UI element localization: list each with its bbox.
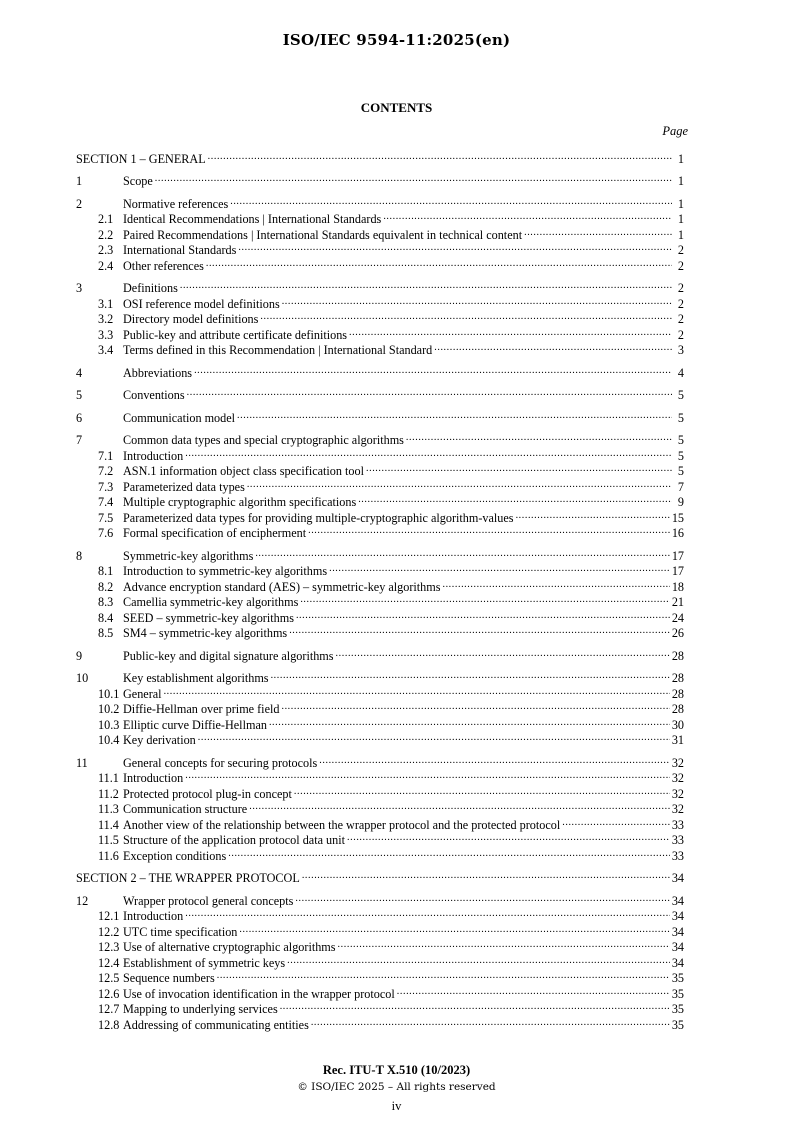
toc-entry-number: 1 bbox=[76, 174, 83, 188]
toc-entry-page: 18 bbox=[671, 579, 684, 594]
toc-entry-number: 12.8 bbox=[98, 1017, 120, 1032]
toc-entry-title: Sequence numbers bbox=[123, 971, 215, 985]
toc-entry-number: 8.5 bbox=[98, 626, 114, 640]
toc-entry-number: 10.1 bbox=[98, 686, 120, 701]
toc-dot-leader bbox=[281, 698, 669, 714]
toc-entry-number: 11.4 bbox=[98, 817, 119, 832]
toc-dot-leader bbox=[329, 560, 670, 576]
toc-entry-page: 9 bbox=[677, 495, 684, 509]
toc-entry-page: 2 bbox=[677, 258, 684, 273]
toc-entry-page: 34 bbox=[671, 955, 684, 970]
toc-dot-leader bbox=[282, 292, 672, 308]
toc-entry-title: Symmetric-key algorithms bbox=[123, 548, 254, 563]
toc-entry-title: General bbox=[123, 686, 162, 701]
toc-entry-page: 24 bbox=[671, 610, 684, 625]
toc-entry-page: 35 bbox=[671, 971, 684, 985]
toc-entry-title: Common data types and special cryptographic algorithms bbox=[123, 433, 404, 447]
toc-entry-title: Exception conditions bbox=[123, 848, 227, 863]
toc-entry-page: 2 bbox=[677, 296, 684, 311]
toc-entry-title: SECTION 2 – THE WRAPPER PROTOCOL bbox=[76, 871, 300, 885]
toc-entry-title: Definitions bbox=[123, 281, 178, 295]
toc-entry-page: 32 bbox=[671, 786, 684, 801]
toc-entry-title: Establishment of symmetric keys bbox=[123, 955, 286, 970]
toc-entry-number: 5 bbox=[76, 388, 83, 402]
toc-dot-leader bbox=[185, 767, 670, 783]
toc-dot-leader bbox=[302, 867, 670, 883]
toc-entry-number: 7.5 bbox=[98, 510, 114, 525]
toc-entry-page: 35 bbox=[671, 1017, 684, 1032]
toc-entry-title: Terms defined in this Recommendation | International Standard bbox=[123, 343, 433, 357]
toc-dot-leader bbox=[347, 829, 670, 845]
toc-entry-title: Scope bbox=[123, 174, 153, 188]
toc-entry-number: 6 bbox=[76, 410, 83, 425]
toc-entry-number: 12 bbox=[76, 893, 89, 908]
contents-title: CONTENTS bbox=[360, 100, 433, 115]
toc-entry-title: Diffie-Hellman over prime field bbox=[123, 702, 280, 716]
toc-entry-title: Elliptic curve Diffie-Hellman bbox=[123, 717, 267, 732]
toc-entry-page: 1 bbox=[677, 227, 684, 242]
toc-dot-leader bbox=[287, 951, 670, 967]
toc-entry-title: Another view of the relationship between the wrapper protocol and the protected protocol bbox=[123, 817, 561, 832]
toc-entry-number: 11.3 bbox=[98, 802, 119, 816]
toc-entry-page: 32 bbox=[671, 771, 684, 785]
toc-dot-leader bbox=[217, 967, 670, 983]
toc-entry-page: 1 bbox=[677, 196, 684, 211]
toc-entry-page: 1 bbox=[677, 174, 684, 188]
toc-entry-number: 8.1 bbox=[98, 564, 114, 578]
toc-dot-leader bbox=[289, 622, 670, 638]
toc-entry-page: 26 bbox=[671, 626, 684, 640]
toc-entry-number: 7 bbox=[76, 433, 83, 447]
toc-entry-page: 1 bbox=[677, 151, 684, 166]
toc-entry-number: 12.5 bbox=[98, 971, 120, 985]
toc-entry-page: 5 bbox=[677, 388, 684, 402]
footer-recommendation: Rec. ITU-T X.510 (10/2023) bbox=[322, 1063, 471, 1077]
toc-entry[interactable] bbox=[76, 406, 684, 425]
toc-entry-number: 11.2 bbox=[98, 786, 119, 801]
footer-copyright: © ISO/IEC 2025 – All rights reserved bbox=[297, 1081, 496, 1093]
toc-entry-number: 10 bbox=[76, 671, 89, 685]
toc-entry[interactable] bbox=[76, 170, 684, 186]
toc-entry-number: 7.6 bbox=[98, 526, 114, 540]
toc-entry-title: ASN.1 information object class specification tool bbox=[123, 464, 364, 478]
toc-entry-title: Paired Recommendations | International Standards equivalent in technical content bbox=[123, 227, 523, 242]
toc-entry-number: 2.4 bbox=[98, 258, 114, 273]
toc-entry-number: 7.1 bbox=[98, 448, 114, 463]
toc-entry-page: 33 bbox=[671, 848, 684, 863]
toc-entry-title: Multiple cryptographic algorithm specifications bbox=[123, 495, 357, 509]
toc-entry[interactable] bbox=[76, 544, 684, 563]
toc-dot-leader bbox=[198, 729, 670, 745]
toc-entry-page: 2 bbox=[677, 312, 684, 326]
toc-entry-title: Directory model definitions bbox=[123, 312, 259, 326]
toc-entry-number: 2.2 bbox=[98, 227, 114, 242]
toc-entry-page: 34 bbox=[671, 924, 684, 939]
toc-entry-number: 11.1 bbox=[98, 771, 119, 785]
toc-entry-number: 11 bbox=[76, 755, 88, 770]
toc-entry-title: Introduction bbox=[123, 909, 184, 923]
toc-dot-leader bbox=[336, 644, 670, 660]
toc-entry-number: 3.2 bbox=[98, 312, 114, 326]
toc-entry[interactable] bbox=[76, 361, 684, 380]
toc-entry-title: Communication structure bbox=[123, 802, 248, 816]
toc-dot-leader bbox=[280, 998, 670, 1014]
toc-entry-number: 7.3 bbox=[98, 479, 114, 494]
toc-entry-number: 3.3 bbox=[98, 327, 114, 342]
toc-entry-page: 32 bbox=[671, 755, 684, 770]
toc-entry-title: SECTION 1 – GENERAL bbox=[76, 151, 206, 166]
toc-dot-leader bbox=[239, 920, 669, 936]
toc-entry-page: 2 bbox=[677, 281, 684, 295]
toc-entry-page: 17 bbox=[671, 564, 684, 578]
toc-entry-title: Public-key and attribute certificate definitions bbox=[123, 327, 348, 342]
toc-entry-number: 2.3 bbox=[98, 243, 114, 257]
toc-entry-page: 2 bbox=[677, 327, 684, 342]
toc-dot-leader bbox=[319, 751, 670, 767]
toc-entry-title: General concepts for securing protocols bbox=[123, 755, 318, 770]
toc-entry-number: 12.3 bbox=[98, 940, 120, 954]
toc-entry-title: Use of alternative cryptographic algorithms bbox=[123, 940, 336, 954]
toc-dot-leader bbox=[442, 575, 669, 591]
toc-dot-leader bbox=[249, 798, 670, 814]
toc-entry-page: 32 bbox=[671, 802, 684, 816]
toc-entry-page: 33 bbox=[671, 817, 684, 832]
toc-entry-title: Other references bbox=[123, 258, 204, 273]
toc-entry[interactable] bbox=[76, 644, 684, 663]
toc-dot-leader bbox=[260, 308, 672, 324]
toc-entry[interactable] bbox=[76, 667, 684, 683]
toc-entry-page: 17 bbox=[671, 548, 684, 563]
toc-entry-title: Parameterized data types bbox=[123, 479, 245, 494]
toc-entry[interactable] bbox=[76, 277, 684, 293]
toc-entry-number: 7.4 bbox=[98, 495, 114, 509]
toc-entry-title: Public-key and digital signature algorithms bbox=[123, 648, 334, 663]
toc-dot-leader bbox=[338, 936, 670, 952]
toc-entry-title: Introduction bbox=[123, 771, 184, 785]
toc-entry-number: 8.3 bbox=[98, 595, 114, 609]
toc-entry-number: 3.1 bbox=[98, 296, 114, 311]
toc-entry-number: 10.2 bbox=[98, 702, 120, 716]
toc-entry-title: SM4 – symmetric-key algorithms bbox=[123, 626, 288, 640]
toc-dot-leader bbox=[194, 361, 672, 377]
toc-entry[interactable] bbox=[76, 867, 684, 883]
toc-entry-page: 4 bbox=[677, 365, 684, 380]
toc-entry-page: 30 bbox=[671, 717, 684, 732]
toc-entry-page: 7 bbox=[677, 479, 684, 494]
toc-entry[interactable] bbox=[76, 698, 684, 714]
toc-dot-leader bbox=[164, 682, 670, 698]
toc-entry-page: 28 bbox=[671, 686, 684, 701]
toc-entry[interactable] bbox=[76, 889, 684, 908]
toc-dot-leader bbox=[271, 667, 670, 683]
toc-entry-number: 11.6 bbox=[98, 848, 119, 863]
toc-dot-leader bbox=[434, 339, 672, 355]
toc-dot-leader bbox=[562, 813, 670, 829]
toc-entry-number: 7.2 bbox=[98, 464, 114, 478]
toc-entry-page: 33 bbox=[671, 833, 684, 847]
toc-entry-number: 10.4 bbox=[98, 733, 120, 747]
toc-entry-number: 12.1 bbox=[98, 909, 120, 923]
toc-entry-page: 1 bbox=[677, 212, 684, 226]
toc-entry-page: 5 bbox=[677, 448, 684, 463]
toc-entry-title: Formal specification of encipherment bbox=[123, 526, 307, 540]
toc-entry-page: 28 bbox=[671, 671, 684, 685]
toc-dot-leader bbox=[180, 277, 672, 293]
toc-entry-title: Mapping to underlying services bbox=[123, 1002, 278, 1016]
toc-entry-title: Use of invocation identification in the wrapper protocol bbox=[123, 986, 395, 1001]
toc-entry-page: 3 bbox=[677, 343, 684, 357]
toc-dot-leader bbox=[206, 254, 672, 270]
toc-dot-leader bbox=[237, 406, 672, 422]
toc-entry-number: 8.2 bbox=[98, 579, 114, 594]
toc-entry-number: 11.5 bbox=[98, 833, 119, 847]
toc-entry-title: International Standards bbox=[123, 243, 237, 257]
toc-entry-number: 2 bbox=[76, 196, 83, 211]
toc-entry-page: 34 bbox=[671, 940, 684, 954]
toc-entry-number: 12.4 bbox=[98, 955, 120, 970]
toc-entry-page: 5 bbox=[677, 464, 684, 478]
toc-entry-number: 3 bbox=[76, 281, 83, 295]
toc-entry-page: 35 bbox=[671, 1002, 684, 1016]
toc-entry-title: Key derivation bbox=[123, 733, 196, 747]
toc-entry-number: 12.2 bbox=[98, 924, 120, 939]
toc-entry-number: 4 bbox=[76, 365, 83, 380]
toc-dot-leader bbox=[295, 889, 669, 905]
toc-entry[interactable] bbox=[76, 751, 684, 770]
toc-entry-page: 34 bbox=[671, 909, 684, 923]
toc-dot-leader bbox=[358, 491, 672, 507]
toc-dot-leader bbox=[300, 591, 669, 607]
table-of-contents bbox=[76, 147, 684, 1032]
toc-dot-leader bbox=[397, 982, 670, 998]
footer-page-number: iv bbox=[391, 1099, 402, 1113]
toc-entry-title: OSI reference model definitions bbox=[123, 296, 280, 311]
toc-dot-leader bbox=[406, 429, 672, 445]
toc-entry-page: 5 bbox=[677, 433, 684, 447]
toc-entry-title: SEED – symmetric-key algorithms bbox=[123, 610, 294, 625]
toc-entry-title: Introduction bbox=[123, 448, 184, 463]
toc-dot-leader bbox=[383, 208, 672, 224]
toc-dot-leader bbox=[155, 170, 672, 186]
toc-entry-title: Structure of the application protocol data unit bbox=[123, 833, 346, 847]
toc-entry-page: 16 bbox=[671, 526, 684, 540]
toc-dot-leader bbox=[185, 905, 670, 921]
toc-entry-number: 8 bbox=[76, 548, 83, 563]
toc-entry-title: Abbreviations bbox=[123, 365, 193, 380]
toc-entry-page: 15 bbox=[671, 510, 684, 525]
toc-entry-title: Conventions bbox=[123, 388, 185, 402]
toc-entry-title: Advance encryption standard (AES) – symmetric-key algorithms bbox=[123, 579, 441, 594]
toc-entry-title: Identical Recommendations | International Standards bbox=[123, 212, 382, 226]
toc-entry-title: Parameterized data types for providing multiple-cryptographic algorithm-values bbox=[123, 510, 514, 525]
toc-entry[interactable] bbox=[76, 682, 684, 701]
toc-dot-leader bbox=[366, 460, 672, 476]
toc-entry-title: Camellia symmetric-key algorithms bbox=[123, 595, 299, 609]
toc-entry-number: 2.1 bbox=[98, 212, 114, 226]
toc-dot-leader bbox=[185, 444, 672, 460]
toc-entry-page: 34 bbox=[671, 871, 684, 885]
document-header: ISO/IEC 9594-11:2025(en) bbox=[282, 31, 511, 49]
toc-dot-leader bbox=[255, 544, 669, 560]
toc-entry-page: 28 bbox=[671, 648, 684, 663]
toc-dot-leader bbox=[247, 475, 672, 491]
toc-entry-page: 35 bbox=[671, 986, 684, 1001]
toc-entry-number: 3.4 bbox=[98, 343, 114, 357]
toc-entry-number: 9 bbox=[76, 648, 83, 663]
toc-dot-leader bbox=[349, 323, 672, 339]
toc-entry-page: 5 bbox=[677, 410, 684, 425]
toc-entry-number: 10.3 bbox=[98, 717, 120, 732]
toc-entry-number: 12.6 bbox=[98, 986, 120, 1001]
toc-entry-title: Introduction to symmetric-key algorithms bbox=[123, 564, 328, 578]
toc-dot-leader bbox=[238, 239, 672, 255]
toc-entry-title: Normative references bbox=[123, 196, 229, 211]
toc-dot-leader bbox=[311, 1013, 670, 1029]
toc-entry-title: Wrapper protocol general concepts bbox=[123, 893, 294, 908]
toc-entry-page: 28 bbox=[671, 702, 684, 716]
toc-entry-number: 12.7 bbox=[98, 1002, 120, 1016]
toc-entry-number: 8.4 bbox=[98, 610, 114, 625]
toc-entry-title: Key establishment algorithms bbox=[123, 671, 269, 685]
toc-entry-title: Protected protocol plug-in concept bbox=[123, 786, 292, 801]
toc-entry[interactable] bbox=[76, 147, 684, 166]
toc-dot-leader bbox=[230, 192, 672, 208]
toc-entry-page: 2 bbox=[677, 243, 684, 257]
toc-dot-leader bbox=[516, 506, 670, 522]
toc-entry-page: 31 bbox=[671, 733, 684, 747]
toc-entry-title: Communication model bbox=[123, 410, 236, 425]
toc-entry-title: UTC time specification bbox=[123, 924, 238, 939]
toc-entry[interactable] bbox=[76, 192, 684, 211]
toc-entry-page: 21 bbox=[671, 595, 684, 609]
toc-entry-page: 34 bbox=[671, 893, 684, 908]
toc-entry[interactable] bbox=[76, 429, 684, 445]
toc-dot-leader bbox=[308, 522, 670, 538]
toc-dot-leader bbox=[296, 606, 670, 622]
toc-dot-leader bbox=[294, 782, 670, 798]
page-column-label: Page bbox=[662, 124, 688, 138]
toc-entry[interactable] bbox=[76, 384, 684, 400]
toc-dot-leader bbox=[228, 844, 670, 860]
toc-dot-leader bbox=[269, 713, 670, 729]
toc-entry-title: Addressing of communicating entities bbox=[123, 1017, 309, 1032]
toc-dot-leader bbox=[208, 147, 672, 163]
toc-dot-leader bbox=[187, 384, 672, 400]
toc-dot-leader bbox=[524, 223, 672, 239]
